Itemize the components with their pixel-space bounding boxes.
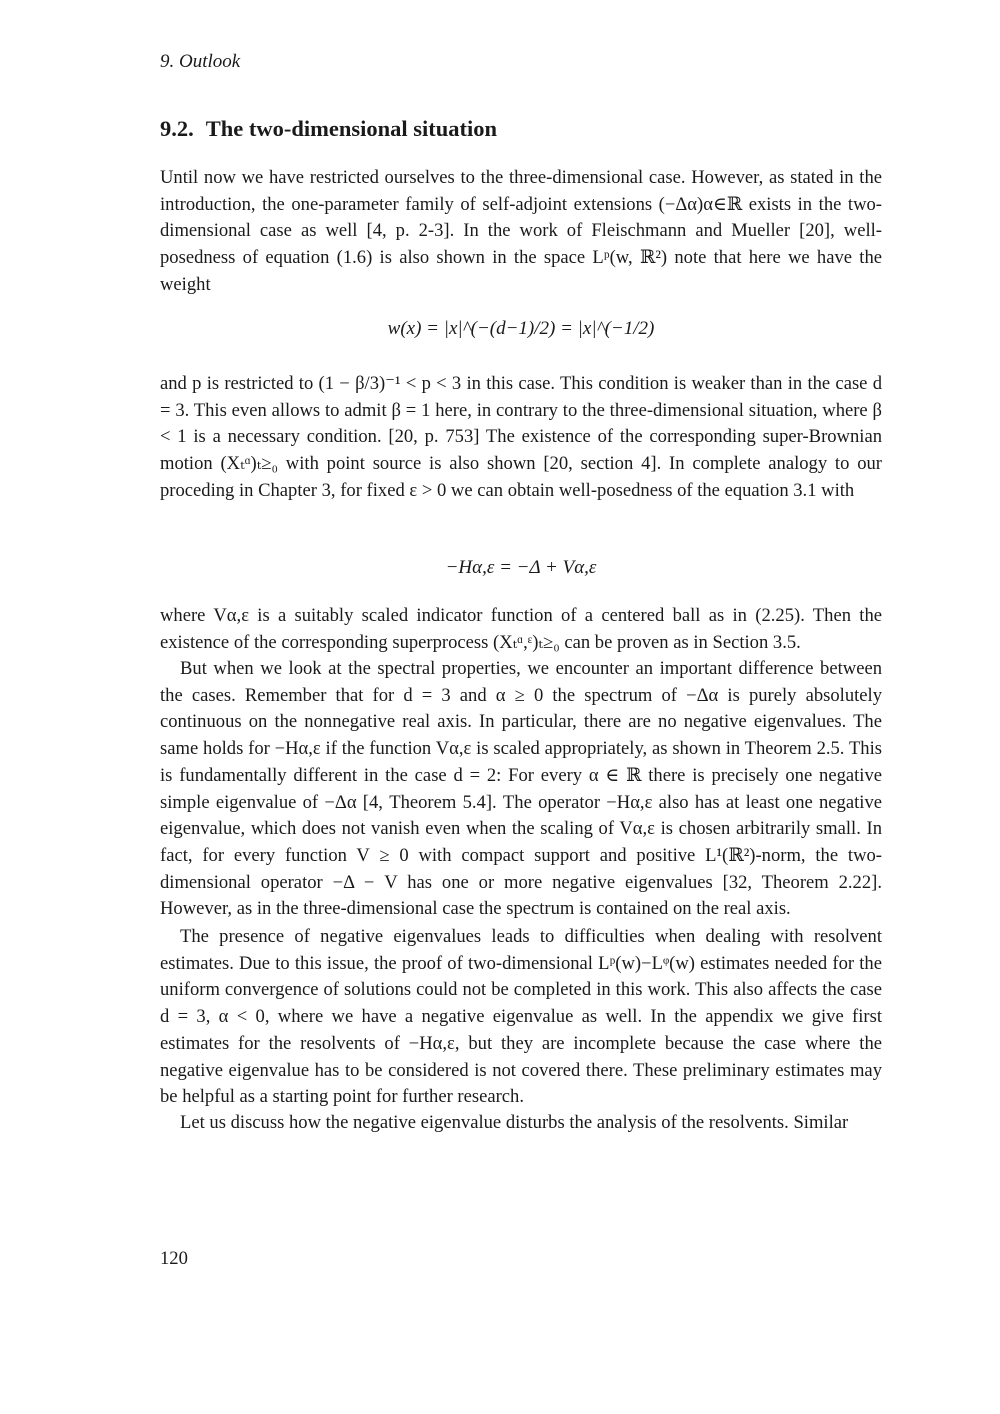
section-title: The two-dimensional situation xyxy=(205,116,498,141)
paragraph-spectral: But when we look at the spectral properties, we encounter an important difference between the cases. Remember that for d = 3 and α ≥ 0 the spectrum of −Δα is purely absolutely continuous on the nonnegative real axis. In particular, there are no negative eigenvalues. The same holds for −Hα,ε if the function Vα,ε is scaled appropriately, as shown in Theorem 2.5. This is fundamentally different in the case d = 2: For every α ∈ ℝ there is precisely one negative simple eigenvalue of −Δα [4, Theorem 5.4]. The operator −Hα,ε also has at least one negative eigenvalue, which does not vanish even when the scaling of Vα,ε is chosen arbitrarily small. In fact, for every function V ≥ 0 with compact support and positive L¹(ℝ²)-norm, the two-dimensional operator −Δ − V has one or more negative eigenvalues [32, Theorem 2.22]. However, as in the three-dimensional case the spectrum is contained on the real axis. xyxy=(160,658,882,920)
section-heading xyxy=(160,116,497,142)
paragraph-intro: Until now we have restricted ourselves to the three-dimensional case. However, as stated in the introduction, the one-parameter family of self-adjoint extensions (−Δα)α∈ℝ exists in the two-dimensional case as well [4, p. 2-3]. In the work of Fleischmann and Mueller [20], well-posedness of equation (1.6) is also shown in the space Lᵖ(w, ℝ²) note that here we have the weight xyxy=(160,167,882,295)
equation-operator: −Hα,ε = −Δ + Vα,ε xyxy=(445,557,597,578)
paragraph-restriction: and p is restricted to (1 − β/3)⁻¹ < p < 3 in this case. This condition is weaker than in the case d = 3. This even allows to admit β = 1 here, in contrary to the three-dimensional situation, where β < 1 is a necessary condition. [20, p. 753] The existence of the corresponding super-Brownian motion (Xₜᵅ)ₜ≥₀ with point source is also shown [20, section 4]. In complete analogy to our proceding in Chapter 3, for fixed ε > 0 we can obtain well-posedness of the equation 3.1 with xyxy=(160,373,882,501)
running-header: 9. Outlook xyxy=(160,51,241,72)
paragraph-superprocess: where Vα,ε is a suitably scaled indicator function of a centered ball as in (2.25). Then the existence of the corresponding superprocess (Xₜᵅ,ᵋ)ₜ≥₀ can be proven as in Section 3.5. xyxy=(160,605,882,653)
section-number: 9.2. xyxy=(160,116,194,141)
paragraph-negative-eigenvalues: The presence of negative eigenvalues leads to difficulties when dealing with resolvent estimates. Due to this issue, the proof of two-dimensional Lᵖ(w)−Lᵠ(w) estimates needed for the uniform convergence of solutions could not be completed in this work. This also affects the case d = 3, α < 0, where we have a negative eigenvalue as well. In the appendix we give first estimates for the resolvents of −Hα,ε, but they are incomplete because the case where the negative eigenvalue has to be considered is not covered there. These preliminary estimates may be helpful as a starting point for further research. xyxy=(160,926,882,1108)
paragraph-discussion: Let us discuss how the negative eigenvalue disturbs the analysis of the resolvents. Similar xyxy=(180,1112,849,1133)
page-number: 120 xyxy=(160,1248,188,1269)
equation-weight: w(x) = |x|^(−(d−1)/2) = |x|^(−1/2) xyxy=(387,318,655,339)
